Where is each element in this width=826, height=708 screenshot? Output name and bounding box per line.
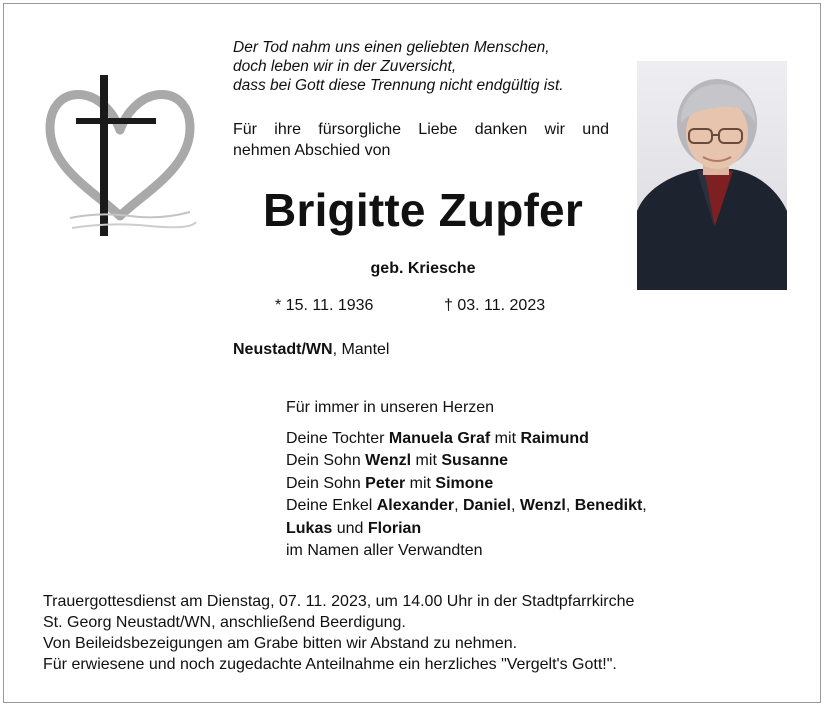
family-line-text: Dein Sohn [286, 474, 366, 492]
family-member-name: Raimund [520, 429, 589, 447]
residence-separator: , [332, 341, 342, 358]
residence-district: Mantel [341, 341, 390, 358]
intro-line: dass bei Gott diese Trennung nicht endgültig ist. [233, 77, 564, 94]
family-line-text: mit [405, 474, 436, 492]
family-line-text: , [565, 497, 575, 514]
deceased-name: Brigitte Zupfer [263, 184, 583, 236]
family-line-text: mit [411, 452, 442, 469]
family-member-name: Lukas [286, 519, 333, 537]
family-line [286, 450, 647, 473]
family-line-text: und [332, 519, 368, 537]
family-line [286, 473, 647, 496]
death-date: † 03. 11. 2023 [444, 297, 546, 314]
thanks-text [233, 119, 609, 161]
family-line-text: mit [490, 429, 521, 447]
service-line: Trauergottesdienst am Dienstag, 07. 11. 2023, um 14.00 Uhr in der Stadtpfarrkirche [43, 593, 635, 610]
family-line [286, 428, 647, 451]
family-line [286, 518, 647, 541]
family-member-name: Alexander [376, 497, 455, 514]
family-line-text: , [511, 497, 520, 514]
intro-line: doch leben wir in der Zuversicht, [233, 58, 457, 75]
family-member-name: Daniel [462, 497, 511, 514]
family-line-text: , [454, 497, 463, 514]
service-line: Von Beileidsbezeigungen am Grabe bitten wir Abstand zu nehmen. [43, 635, 518, 652]
intro-verse [233, 38, 613, 95]
family-member-name: Florian [367, 519, 422, 537]
maiden-name: geb. Kriesche [370, 260, 476, 277]
portrait-photo-image [637, 61, 787, 290]
family-line-text: Dein Sohn [286, 452, 366, 469]
family-member-name: Benedikt [574, 497, 643, 514]
service-info [43, 591, 634, 675]
portrait-photo [637, 61, 787, 290]
family-member-name: Wenzl [365, 452, 412, 469]
family-line-text: im Namen aller Verwandten [286, 542, 483, 559]
family-member-name: Simone [435, 474, 494, 492]
service-line: St. Georg Neustadt/WN, anschließend Beerdigung. [43, 614, 406, 631]
residence-town: Neustadt/WN [233, 341, 333, 358]
residence [233, 341, 389, 359]
family-motto: Für immer in unseren Herzen [286, 399, 495, 416]
heart-cross-icon [40, 70, 200, 240]
family-member-name: Peter [365, 474, 406, 492]
family-line-text: , [642, 497, 647, 514]
family-line [286, 540, 647, 563]
family-member-name: Susanne [441, 452, 509, 469]
family-line [286, 495, 647, 518]
thanks-line: nehmen Abschied von [233, 142, 391, 159]
family-lines [286, 428, 647, 563]
family-line-text: Deine Enkel [286, 497, 377, 514]
thanks-line: Für ihre fürsorgliche Liebe danken wir und [233, 121, 609, 138]
intro-line: Der Tod nahm uns einen geliebten Menschen, [233, 39, 550, 56]
family-line-text: Deine Tochter [286, 429, 389, 447]
family-member-name: Wenzl [519, 497, 566, 514]
service-line: Für erwiesene und noch zugedachte Anteilnahme ein herzliches "Vergelt's Gott!". [43, 656, 617, 673]
birth-date: * 15. 11. 1936 [275, 297, 374, 314]
family-member-name: Manuela Graf [388, 429, 491, 447]
family-signatures [286, 397, 647, 563]
